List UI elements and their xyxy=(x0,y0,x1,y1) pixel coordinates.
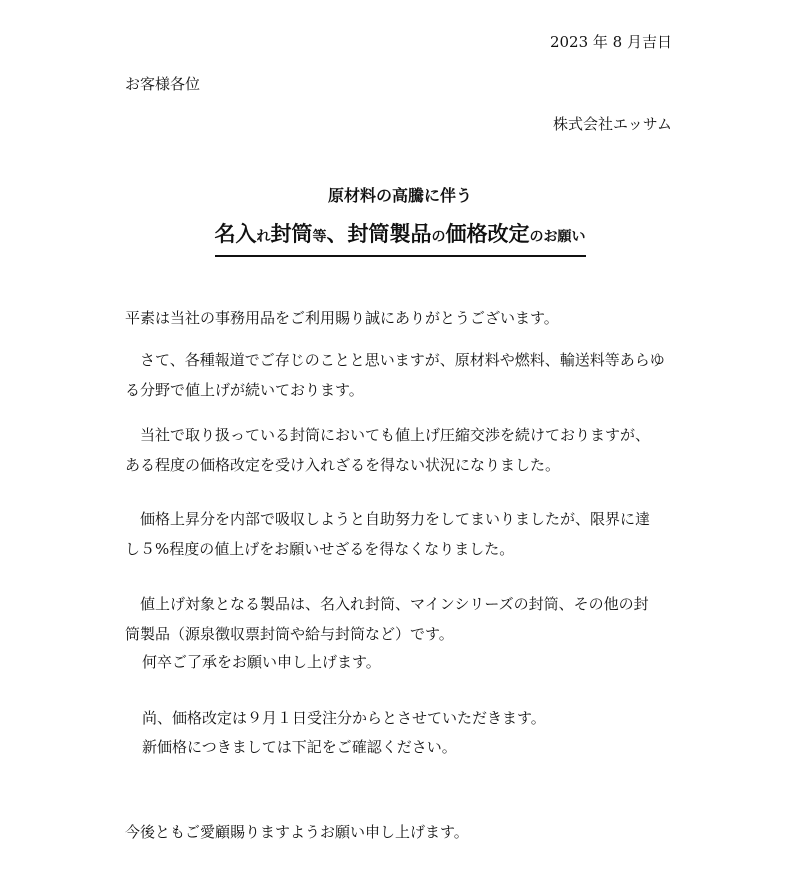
title-underlined-text xyxy=(215,218,586,257)
recipient-line: お客様各位 xyxy=(125,75,201,93)
title-part: 価格改定 xyxy=(445,222,530,246)
title-part: れ xyxy=(256,229,271,245)
title-part: 封筒 xyxy=(270,222,313,246)
body-line: 当社で取り扱っている封筒においても値上げ圧縮交渉を続けておりますが、 xyxy=(125,426,651,444)
title-part: 、封筒製品 xyxy=(326,222,432,246)
body-line: 平素は当社の事務用品をご利用賜り誠にありがとうございます。 xyxy=(125,309,559,327)
body-line: る分野で値上げが続いております。 xyxy=(125,381,364,399)
company-name: 株式会社エッサム xyxy=(553,115,672,133)
document-date: 2023 年 8 月吉日 xyxy=(549,33,672,51)
body-line: 筒製品（源泉徴収票封筒や給与封筒など）です。 xyxy=(125,625,454,643)
body-line: 価格上昇分を内部で吸収しようと自助努力をしてまいりましたが、限界に達 xyxy=(125,510,651,528)
title-part: 等 xyxy=(312,229,327,245)
body-line: 今後ともご愛顧賜りますようお願い申し上げます。 xyxy=(125,823,469,841)
title-part: の xyxy=(431,229,446,245)
title-part: のお願い xyxy=(529,229,586,245)
title-part: 名入 xyxy=(214,222,257,246)
body-line: 値上げ対象となる製品は、名入れ封筒、マインシリーズの封筒、その他の封 xyxy=(125,595,649,613)
body-line: 何卒ご了承をお願い申し上げます。 xyxy=(142,653,381,671)
body-line: さて、各種報道でご存じのことと思いますが、原材料や燃料、輸送料等あらゆ xyxy=(125,351,665,369)
body-line: 尚、価格改定は９月１日受注分からとさせていただきます。 xyxy=(142,709,546,727)
body-line: ある程度の価格改定を受け入れざるを得ない状況になりました。 xyxy=(125,456,561,474)
document-title xyxy=(0,218,800,257)
body-line: 新価格につきましては下記をご確認ください。 xyxy=(142,738,457,756)
body-line: し５%程度の値上げをお願いせざるを得なくなりました。 xyxy=(125,540,515,558)
document-subtitle: 原材料の高騰に伴う xyxy=(327,186,472,205)
